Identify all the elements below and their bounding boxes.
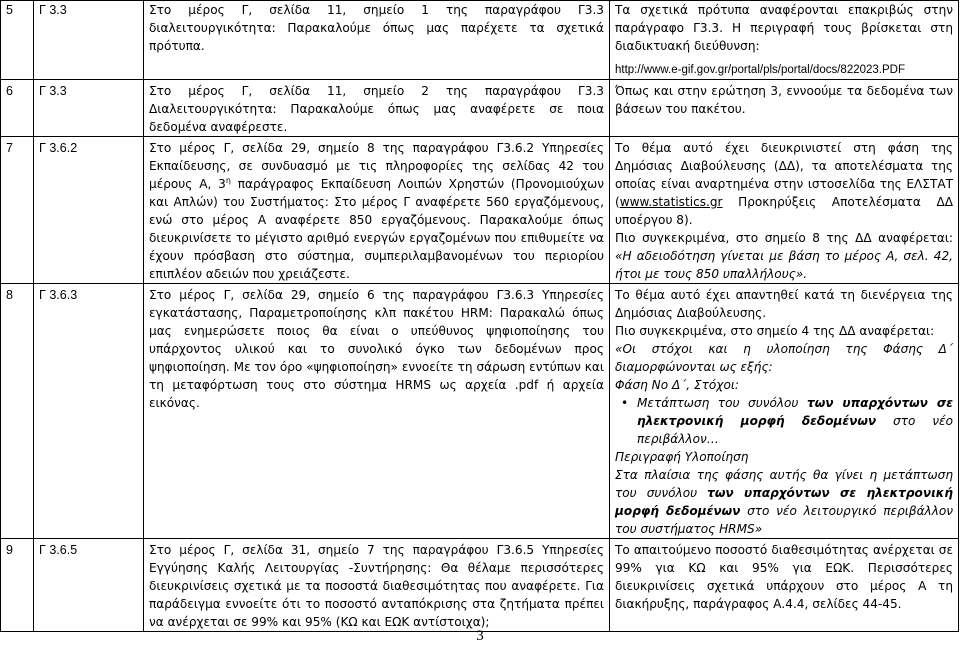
answer-text: Το θέμα αυτό έχει διευκρινιστεί στη φάση της Δημόσιας Διαβούλευσης (ΔΔ), τα αποτελέσματα της οποίας είναι αναρτημένα στην ιστοσελίδα της ΕΛΣΤΑΤ ( bbox=[615, 141, 953, 209]
answer-paragraph bbox=[615, 466, 953, 538]
answer-text-bold: των υπαρχόντων σε ηλεκτρονική μορφή δεδομένων bbox=[615, 486, 953, 518]
list-item bbox=[621, 394, 953, 448]
question-cell bbox=[144, 80, 610, 137]
question-text: Στο μέρος Γ, σελίδα 31, σημείο 7 της παραγράφου Γ3.6.5 Υπηρεσίες Εγγύησης Καλής Λειτουργίας -Συντήρησης: Θα θέλαμε περισσότερες διευκρινίσεις σχετικά με τα ποσοστά διαθεσιμότητας που αναφέρετε. Για παράδειγμα εννοείτε ότι το ποσοστό ανταπόκρισης στα ζητήματα πρέπει να ανέρχεται σε 99% και 95% (ΚΩ και ΕΩΚ αντίστοιχα); bbox=[149, 543, 604, 629]
answer-subheading: Περιγραφή Υλοποίηση bbox=[615, 450, 749, 464]
section-reference: Γ 3.6.5 bbox=[34, 539, 144, 632]
answer-text: Στα πλαίσια της φάσης αυτής θα γίνει η μετάπτωση του συνόλου bbox=[615, 468, 953, 500]
answer-cell bbox=[610, 539, 959, 632]
row-number: 7 bbox=[1, 137, 34, 284]
question-text: Στο μέρος Γ, σελίδα 11, σημείο 2 της παραγράφου Γ3.3 Διαλειτουργικότητα: Παρακαλούμε όπως μας αναφέρετε σε ποια δεδομένα αναφέρεστε. bbox=[149, 84, 604, 134]
row-number: 6 bbox=[1, 80, 34, 137]
section-reference: Γ 3.6.2 bbox=[34, 137, 144, 284]
table-row bbox=[1, 80, 959, 137]
question-text: Στο μέρος Γ, σελίδα 11, σημείο 1 της παραγράφου Γ3.3 διαλειτουργικότητα: Παρακαλούμε όπως μας παρέχετε τα σχετικά πρότυπα. bbox=[149, 3, 604, 53]
answer-text: Όπως και στην ερώτηση 3, εννοούμε τα δεδομένα των βάσεων του πακέτου. bbox=[615, 84, 953, 116]
table-row bbox=[1, 284, 959, 539]
answer-quote: «Οι στόχοι και η υλοποίηση της Φάσης Δ΄ διαμορφώνονται ως εξής: bbox=[615, 342, 953, 374]
answer-paragraph: Πιο συγκεκριμένα, στο σημείο 4 της ΔΔ αναφέρεται: bbox=[615, 324, 935, 338]
table-row bbox=[1, 539, 959, 632]
row-number: 5 bbox=[1, 1, 34, 80]
answer-detail: Πιο συγκεκριμένα, στο σημείο 8 της ΔΔ αναφέρεται: bbox=[615, 231, 953, 245]
table-row bbox=[1, 1, 959, 80]
statistics-link[interactable]: www.statistics.gr bbox=[619, 195, 723, 209]
answer-quote: «Η αδειοδότηση γίνεται με βάση το μέρος Α, σελ. 42, ήτοι με τους 850 υπαλλήλους». bbox=[615, 249, 953, 281]
bullet-text-bold: των υπαρχόντων σε ηλεκτρονική μορφή δεδομένων bbox=[637, 396, 953, 428]
answer-bullet-list bbox=[615, 394, 953, 448]
question-cell bbox=[144, 284, 610, 539]
section-reference: Γ 3.6.3 bbox=[34, 284, 144, 539]
answer-paragraph: Το θέμα αυτό έχει απαντηθεί κατά τη διενέργεια της Δημόσιας Διαβούλευσης. bbox=[615, 288, 953, 320]
question-cell bbox=[144, 539, 610, 632]
answer-text: Το απαιτούμενο ποσοστό διαθεσιμότητας ανέρχεται σε 99% για ΚΩ και 95% για ΕΩΚ. Περισσότερες διευκρινίσεις σχετικά υπάρχουν στο μέρος Α τη διακήρυξης, παράγραφος Α.4.4, σελίδες 44-45. bbox=[615, 543, 953, 611]
answer-url-link[interactable]: http://www.e-gif.gov.gr/portal/pls/portal/docs/822023.PDF bbox=[615, 64, 905, 76]
row-number: 9 bbox=[1, 539, 34, 632]
section-reference: Γ 3.3 bbox=[34, 1, 144, 80]
answer-text-end: στο νέο λειτουργικό περιβάλλον του συστήματος HRMS» bbox=[615, 504, 954, 536]
answer-phase-heading: Φάση Νο Δ΄, Στόχοι: bbox=[615, 378, 740, 392]
question-cell bbox=[144, 1, 610, 80]
question-text-continued: παράγραφος Εκπαίδευση Λοιπών Χρηστών (Προνομιούχων και Απλών) του Συστήματος: Στο μέρος Γ αναφέρετε 560 εργαζόμενους, ενώ στο μέρος Α αναφέρετε 850 εργαζόμενους. Παρακαλούμε όπως διευκρινίσετε το μέγιστο αριθμό ενεργών εργαζομένων που επιθυμείτε να έχουν πρόσβαση στο σύστημα, συμπεριλαμβανομένων του περιορίου επιπλέον αδειών που χρειάζεστε. bbox=[149, 177, 605, 281]
answer-cell bbox=[610, 80, 959, 137]
row-number: 8 bbox=[1, 284, 34, 539]
bullet-text: Μετάπτωση του συνόλου bbox=[637, 396, 807, 410]
bullet-text-end: στο νέο περιβάλλον… bbox=[637, 414, 953, 446]
table-row bbox=[1, 137, 959, 284]
answer-cell bbox=[610, 1, 959, 80]
question-text: Στο μέρος Γ, σελίδα 29, σημείο 6 της παραγράφου Γ3.6.3 Υπηρεσίες εγκατάστασης, Παραμετροποίησης κλπ πακέτου HRM: Παρακαλώ όπως μας ενημερώσετε ποιος θα είναι ο υπεύθυνος ψηφιοποίησης του υπάρχοντος υλικού και το συνολικό όγκο των δεδομένων προς ψηφιοποίηση. Με τον όρο «ψηφιοποίηση» εννοείτε τη σάρωση εντύπων και τη μεταφόρτωση τους στο σύστημα HRMS ως αρχεία .pdf ή αρχεία εικόνας. bbox=[149, 288, 604, 410]
answer-text-continued: Προκηρύξεις Αποτελέσματα ΔΔ υποέργου 8). bbox=[615, 195, 953, 227]
answer-cell bbox=[610, 284, 959, 539]
answer-text: Τα σχετικά πρότυπα αναφέρονται επακριβώς στην παράγραφο Γ3.3. Η περιγραφή τους βρίσκεται στη διαδικτυακή διεύθυνση: bbox=[615, 3, 953, 53]
question-cell bbox=[144, 137, 610, 284]
answer-cell bbox=[610, 137, 959, 284]
section-reference: Γ 3.3 bbox=[34, 80, 144, 137]
page-number: 3 bbox=[476, 628, 484, 644]
bullet-icon: • bbox=[621, 396, 629, 410]
question-text: Στο μέρος Γ, σελίδα 29, σημείο 8 της παραγράφου Γ3.6.2 Υπηρεσίες Εκπαίδευσης, σε συνδυασμό με τις πληροφορίες της σελίδας 42 του μέρους Α, 3 bbox=[149, 141, 604, 191]
superscript-ordinal: η bbox=[225, 175, 231, 185]
